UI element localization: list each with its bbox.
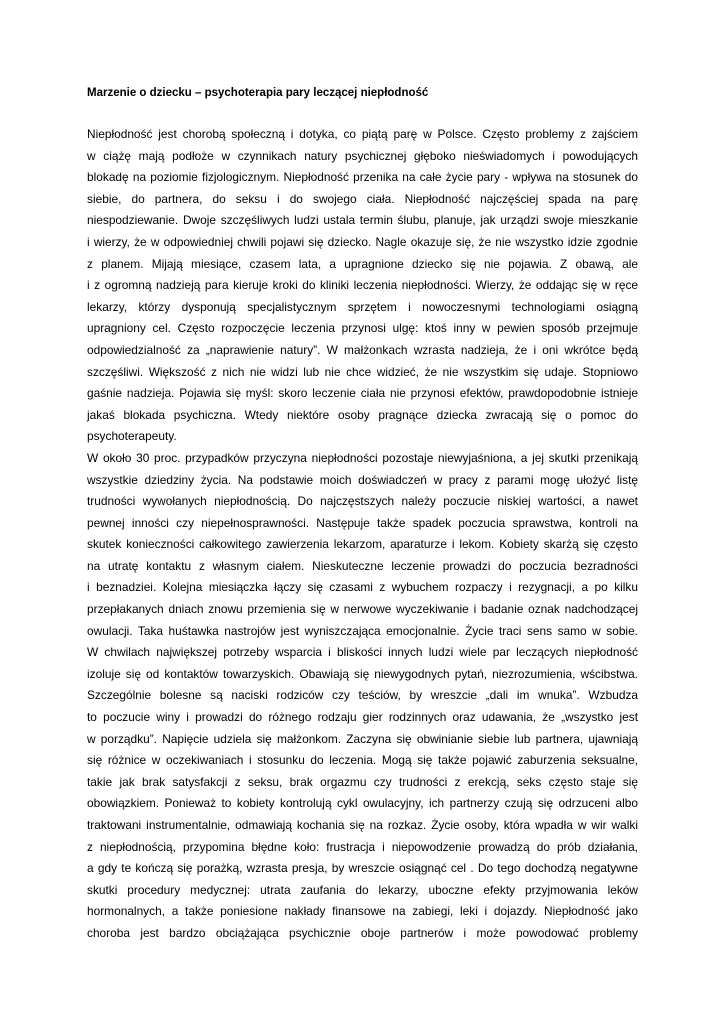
body-line: lekarzy, którzy dysponują specjalistycznym sprzętem i nowoczesnymi technologiami osiągną (87, 299, 638, 314)
document-title: Marzenie o dziecku – psychoterapia pary leczącej niepłodność (87, 87, 429, 99)
document-body (87, 124, 638, 945)
body-line: niespodziewanie. Dwoje szczęśliwych ludzi ustala termin ślubu, planuje, jak urządzi swoje mieszkanie (87, 213, 638, 228)
body-line: w ciążę mają podłoże w czynnikach natury psychicznej głęboko nieświadomych i powodujących (87, 148, 638, 163)
body-line: siebie, do partnera, do seksu i do swojego ciała. Niepłodność najczęściej spada na parę (87, 191, 638, 206)
body-line: na utratę kontaktu z własnym ciałem. Nieskuteczne leczenie prowadzi do poczucia bezradności (87, 558, 638, 573)
body-line: i beznadziei. Kolejna miesiączka łączy się czasami z wybuchem rozpaczy i rezygnacji, a po kilku (87, 580, 638, 595)
body-line: pewnej inności czy niepełnosprawności. Następuje także spadek poczucia sprawstwa, kontroli na (87, 515, 638, 530)
body-line: szczęśliwi. Większość z nich nie widzi lub nie chce widzieć, że nie wszystkim się udaje. Stopniowo (87, 364, 638, 379)
body-line: hormonalnych, a także poniesione nakłady finansowe na zabiegi, leki i dojazdy. Niepłodność jako (87, 904, 638, 919)
body-line: z niepłodnością, przypomina błędne koło: frustracja i niepowodzenie prowadzą do prób działania, (87, 839, 638, 854)
body-line: blokadę na poziomie fizjologicznym. Niepłodność przenika na całe życie pary - wpływa na stosunek do (87, 170, 638, 185)
body-line: psychoterapeuty. (87, 429, 177, 444)
body-line: gaśnie nadzieja. Pojawia się myśl: skoro leczenie ciała nie przynosi efektów, prawdopodobnie istnieje (87, 386, 638, 401)
body-line: W około 30 proc. przypadków przyczyna niepłodności pozostaje niewyjaśniona, a jej skutki przenikają (87, 450, 638, 465)
body-line: takie jak brak satysfakcji z seksu, brak orgazmu czy trudności z erekcją, seks często staje się (87, 774, 638, 789)
body-line: się różnice w oczekiwaniach i stosunku do leczenia. Mogą się także pojawić zaburzenia seksualne, (87, 753, 638, 768)
body-line: jakaś blokada psychiczna. Wtedy niektóre osoby pragnące dziecka zwracają się o pomoc do (87, 407, 638, 422)
body-line: a gdy te kończą się porażką, wzrasta presja, by wreszcie osiągnąć cel . Do tego dochodzą negatywne (87, 861, 638, 876)
body-line: to poczucie winy i prowadzi do różnego rodzaju gier rodzinnych oraz udawania, że „wszystko jest (87, 710, 638, 725)
body-line: odpowiedzialność za „naprawienie natury”. W małżonkach wzrasta nadzieja, że i oni wkrótce będą (87, 342, 638, 357)
body-line: Szczególnie bolesne są naciski rodziców czy teściów, by wreszcie „dali im wnuka”. Wzbudza (87, 688, 638, 703)
body-line: traktowani instrumentalnie, odmawiają kochania się na rozkaz. Życie osoby, która wpadła w wir walki (87, 818, 638, 832)
body-line: wszystkie dziedziny życia. Na podstawie moich doświadczeń w pracy z parami mogę ułożyć listę (87, 472, 638, 487)
body-line: skutki procedury medycznej: utrata zaufania do lekarzy, uboczne efekty przyjmowania leków (87, 882, 638, 897)
body-line: skutek konieczności całkowitego zawierzenia lekarzom, aparaturze i lekom. Kobiety skarżą się często (87, 537, 638, 552)
body-line: z planem. Mijają miesiące, czasem lata, a upragnione dziecko się nie pojawia. Z obawą, ale (87, 256, 638, 271)
body-line: Niepłodność jest chorobą społeczną i dotyka, co piątą parę w Polsce. Często problemy z zajściem (87, 127, 638, 141)
body-line: i z ogromną nadzieją para kieruje kroki do kliniki leczenia niepłodności. Wierzy, że oddając się w ręce (87, 278, 638, 293)
body-line: w porządku”. Napięcie udziela się małżonkom. Zaczyna się obwinianie siebie lub partnera, ujawniają (87, 731, 638, 746)
body-line: owulacji. Taka huśtawka nastrojów jest wyniszczająca emocjonalnie. Życie traci sens samo w sobie. (87, 623, 638, 638)
body-line: obowiązkiem. Ponieważ to kobiety kontrolują cykl owulacyjny, ich partnerzy czują się odrzuceni albo (87, 796, 638, 811)
body-line: trudności wywołanych niepłodnością. Do najczęstszych należy poczucie niskiej wartości, a nawet (87, 494, 638, 509)
body-line: W chwilach największej potrzeby wsparcia i bliskości innych ludzi wiele par leczących niepłodność (87, 645, 638, 660)
body-line: i wierzy, że w odpowiedniej chwili pojawi się dziecko. Nagle okazuje się, że nie wszystko idzie zgodnie (87, 234, 638, 249)
body-line: izoluje się od kontaktów towarzyskich. Obawiają się niewygodnych pytań, niezrozumienia, wścibstwa. (87, 666, 638, 681)
body-line: choroba jest bardzo obciążająca psychicznie oboje partnerów i może powodować problemy (87, 925, 638, 940)
body-line: przepłakanych dniach znowu przemienia się w nerwowe wyczekiwanie i badanie oznak nadchodzącej (87, 602, 638, 617)
body-line: upragniony cel. Często rozpoczęcie leczenia przynosi ulgę: ktoś inny w pewien sposób przejmuje (87, 321, 638, 336)
